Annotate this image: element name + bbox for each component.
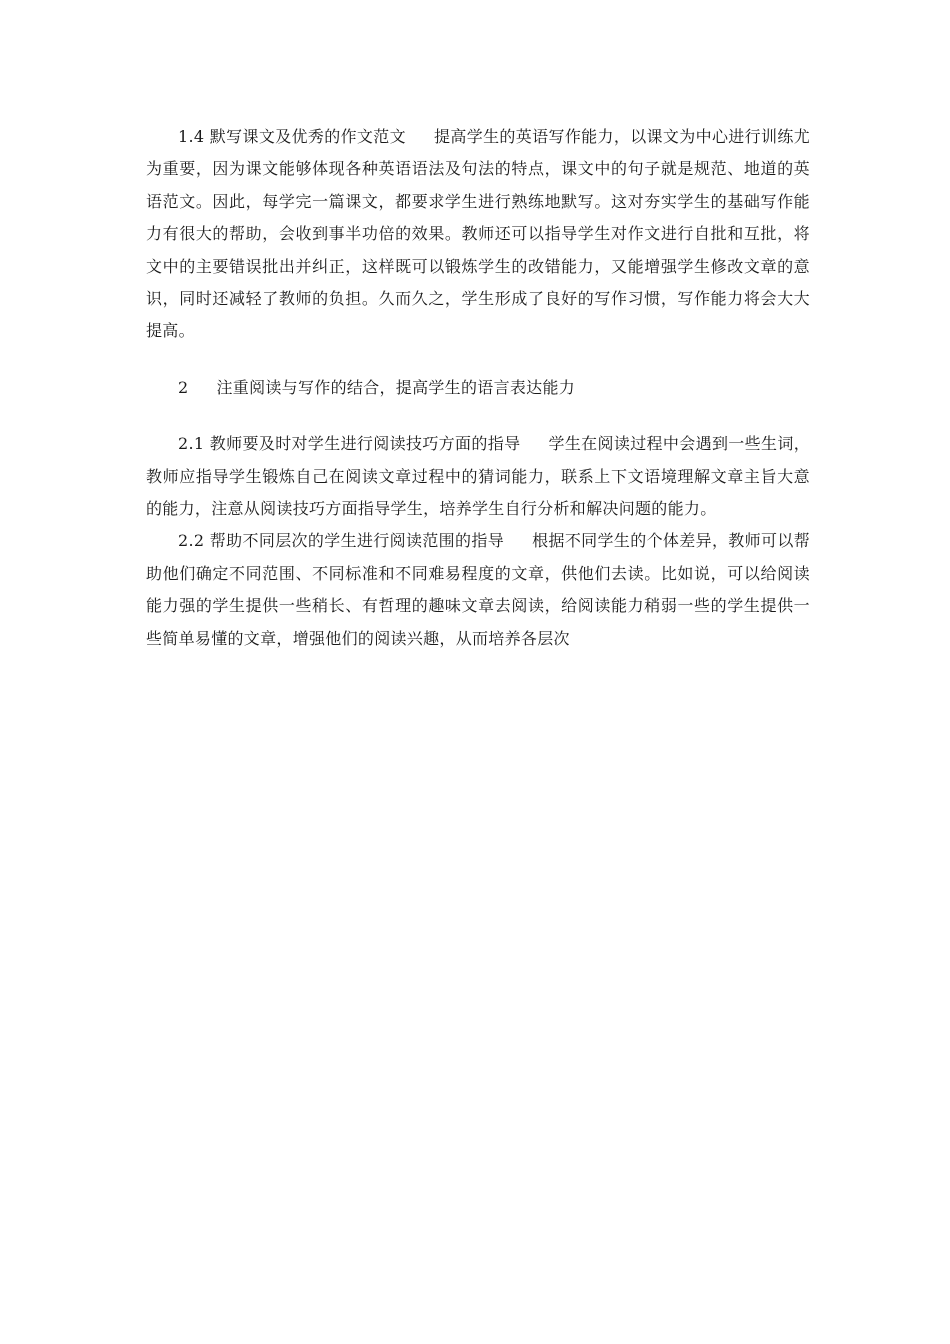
section-2-title: 注重阅读与写作的结合，提高学生的语言表达能力 bbox=[216, 377, 576, 397]
section-1-4-title: 默写课文及优秀的作文范文 bbox=[209, 127, 406, 146]
section-1-4-paragraph bbox=[146, 121, 810, 348]
section-1-4-body: 提高学生的英语写作能力，以课文为中心进行训练尤为重要，因为课文能够体现各种英语语法及句法的特点，课文中的句子就是规范、地道的英语范文。因此，每学完一篇课文，都要求学生进行熟练地默写。这对夯实学生的基础写作能力有很大的帮助，会收到事半功倍的效果。教师还可以指导学生对作文进行自批和互批，将文中的主要错误批出并纠正，这样既可以锻炼学生的改错能力，又能增强学生修改文章的意识，同时还减轻了教师的负担。久而久之，学生形成了良好的写作习惯，写作能力将会大大提高。 bbox=[146, 127, 810, 341]
section-2-heading bbox=[146, 372, 810, 404]
section-2-2-title: 帮助不同层次的学生进行阅读范围的指导 bbox=[209, 531, 505, 551]
section-2-2-number: 2.2 bbox=[178, 531, 205, 551]
section-1-4-number: 1.4 bbox=[178, 127, 205, 146]
section-2-number: 2 bbox=[178, 377, 189, 397]
document-body bbox=[146, 121, 810, 655]
section-2-1-body: 学生在阅读过程中会遇到一些生词，教师应指导学生锻炼自己在阅读文章过程中的猜词能力，联系上下文语境理解文章主旨大意的能力，注意从阅读技巧方面指导学生，培养学生自行分析和解决问题的能力。 bbox=[146, 434, 810, 519]
section-2-2-body: 根据不同学生的个体差异，教师可以帮助他们确定不同范围、不同标准和不同难易程度的文章，供他们去读。比如说，可以给阅读能力强的学生提供一些稍长、有哲理的趣味文章去阅读，给阅读能力稍弱一些的学生提供一些简单易懂的文章，增强他们的阅读兴趣，从而培养各层次 bbox=[146, 531, 810, 648]
section-2-1-paragraph bbox=[146, 428, 810, 525]
section-2-2-paragraph bbox=[146, 525, 810, 655]
section-2-1-title: 教师要及时对学生进行阅读技巧方面的指导 bbox=[209, 434, 521, 454]
section-2-1-number: 2.1 bbox=[178, 434, 205, 454]
